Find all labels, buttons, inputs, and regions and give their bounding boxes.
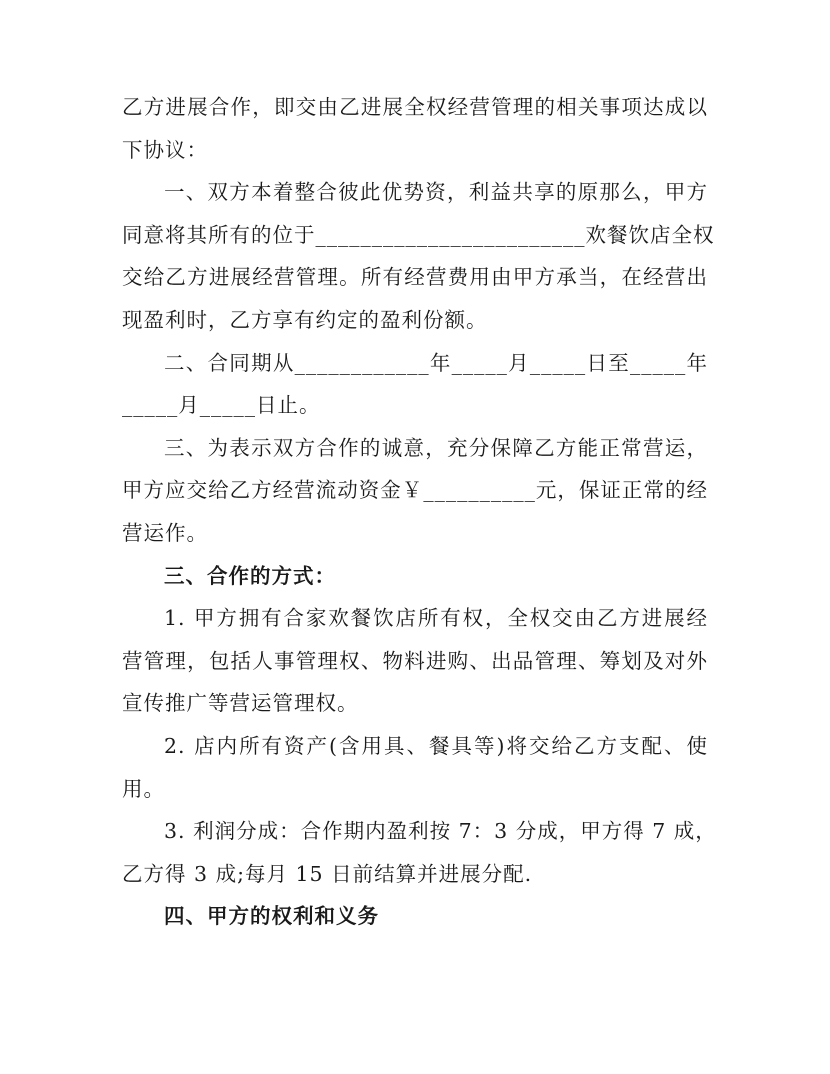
text-line: 现盈利时，乙方享有约定的盈利份额。 (122, 307, 488, 332)
text-line: 二、合同期从____________年_____月_____日至_____年 (164, 350, 708, 375)
text-line: _____月_____日止。 (122, 393, 321, 418)
text-line: 三、为表示双方合作的诚意，充分保障乙方能正常营运， (164, 435, 708, 460)
text-line: 营管理，包括人事管理权、物料进购、出品管理、筹划及对外 (122, 648, 708, 673)
text-line: 乙方进展合作，即交由乙进展全权经营管理的相关事项达成以 (122, 95, 708, 119)
section-heading: 四、甲方的权利和义务 (164, 904, 379, 929)
text-line: 2. 店内所有资产(含用具、餐具等)将交给乙方支配、使 (164, 733, 708, 758)
text-line: 同意将其所有的位于________________________欢餐饮店全权 (122, 222, 715, 247)
text-line: 1. 甲方拥有合家欢餐饮店所有权，全权交由乙方进展经 (164, 606, 708, 631)
text-line: 3. 利润分成：合作期内盈利按 7：3 分成，甲方得 7 成， (164, 819, 717, 844)
section-heading: 三、合作的方式： (164, 563, 336, 588)
text-line: 甲方应交给乙方经营流动资金￥__________元，保证正常的经 (122, 478, 708, 503)
text-line: 用。 (122, 776, 165, 801)
text-line: 营运作。 (122, 520, 208, 545)
text-line: 交给乙方进展经营管理。所有经营费用由甲方承当，在经营出 (122, 265, 708, 290)
text-line: 一、双方本着整合彼此优势资，利益共享的原那么，甲方 (164, 180, 708, 205)
text-line: 下协议： (122, 137, 208, 162)
text-line: 乙方得 3 成;每月 15 日前结算并进展分配. (122, 861, 533, 886)
text-line: 宣传推广等营运管理权。 (122, 691, 359, 716)
document-page (122, 86, 717, 938)
